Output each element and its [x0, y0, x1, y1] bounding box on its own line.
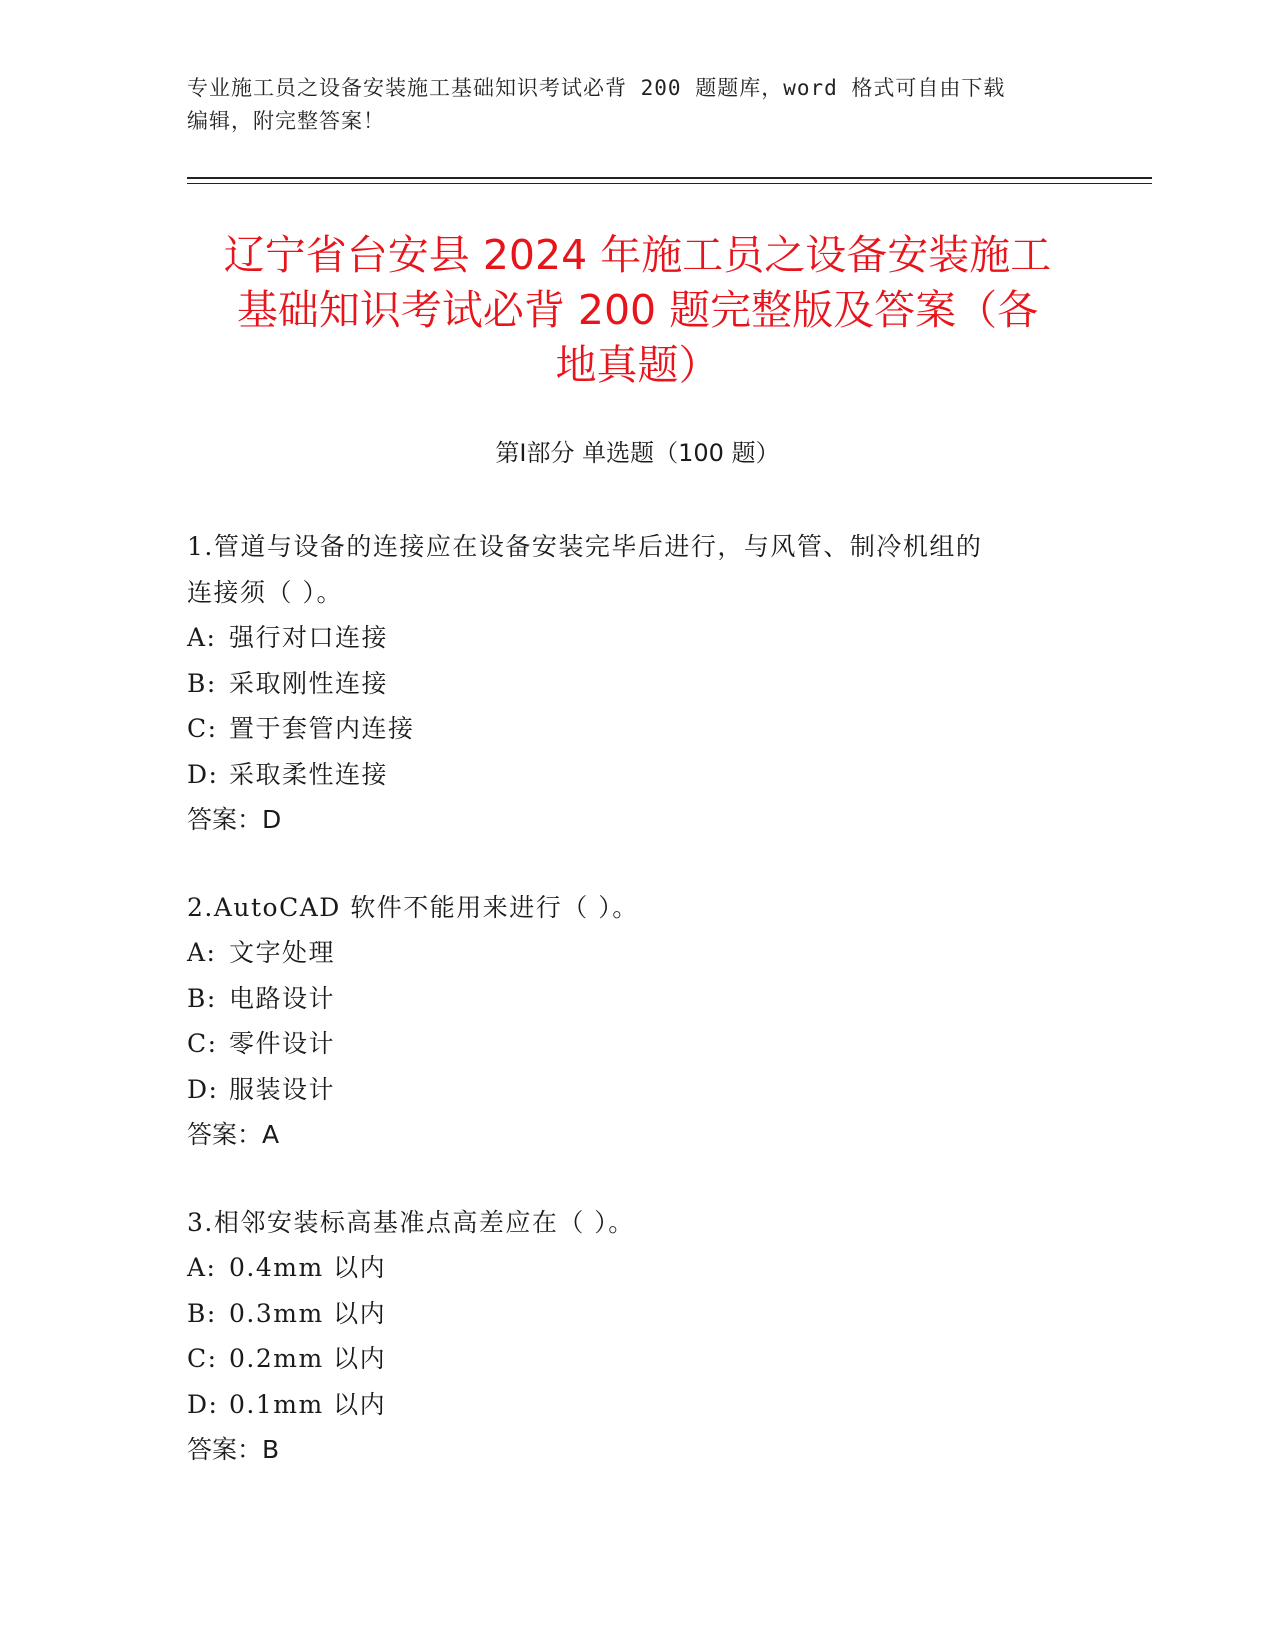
option-text: 文字处理 — [229, 938, 336, 967]
header-note-line-2: 编辑，附完整答案！ — [187, 109, 385, 133]
header-note — [187, 72, 1067, 138]
question-item-2 — [187, 885, 1087, 1158]
document-title — [170, 228, 1105, 393]
option-text: 0.2mm 以内 — [229, 1344, 387, 1373]
option-text: 服装设计 — [229, 1074, 336, 1104]
header-divider-thin — [187, 183, 1152, 184]
question-stem-line: 3.相邻安装标高基准点高差应在（ ）。 — [187, 1207, 635, 1237]
document-title-line-3: 地真题） — [555, 341, 720, 389]
option-text: 0.4mm 以内 — [229, 1253, 387, 1282]
question-stem-line: 连接须（ ）。 — [187, 577, 343, 607]
option-letter: B: — [187, 983, 217, 1013]
question-item-3 — [187, 1200, 1087, 1473]
document-title-line-1: 辽宁省台安县 2024 年施工员之设备安装施工 — [223, 231, 1052, 279]
section-heading: 第Ⅰ部分 单选题（100 题） — [495, 439, 780, 467]
question-option-d — [187, 752, 1087, 798]
option-letter: C: — [187, 1029, 218, 1058]
question-option-c — [187, 1336, 1087, 1382]
option-letter: C: — [187, 1344, 218, 1373]
option-letter: C: — [187, 714, 218, 743]
header-divider-thick — [187, 177, 1152, 179]
option-letter: D: — [187, 1389, 219, 1419]
question-option-a — [187, 1245, 1087, 1291]
option-letter: A: — [187, 623, 217, 652]
option-text: 零件设计 — [229, 1029, 336, 1058]
question-option-b — [187, 661, 1087, 707]
option-text: 0.1mm 以内 — [229, 1389, 387, 1419]
option-text: 强行对口连接 — [229, 623, 389, 652]
question-stem-line: 2.AutoCAD 软件不能用来进行（ ）。 — [187, 892, 639, 922]
question-list — [187, 524, 1087, 1515]
question-answer: 答案：D — [187, 805, 282, 834]
option-text: 采取柔性连接 — [229, 759, 389, 789]
question-stem-line: 1.管道与设备的连接应在设备安装完毕后进行，与风管、制冷机组的 — [187, 532, 983, 561]
option-text: 0.3mm 以内 — [229, 1298, 387, 1328]
option-letter: B: — [187, 1298, 217, 1328]
question-item-1 — [187, 524, 1087, 843]
question-option-c — [187, 1021, 1087, 1067]
question-option-b — [187, 976, 1087, 1022]
question-option-d — [187, 1067, 1087, 1113]
question-option-a — [187, 930, 1087, 976]
question-option-a — [187, 615, 1087, 661]
header-note-line-1: 专业施工员之设备安装施工基础知识考试必背 200 题题库，word 格式可自由下载 — [187, 76, 1006, 100]
question-option-d — [187, 1382, 1087, 1428]
option-letter: D: — [187, 1074, 219, 1104]
option-letter: A: — [187, 938, 217, 967]
option-text: 电路设计 — [229, 983, 336, 1013]
option-letter: D: — [187, 759, 219, 789]
question-answer: 答案：B — [187, 1435, 280, 1464]
option-text: 置于套管内连接 — [229, 714, 415, 743]
question-option-c — [187, 706, 1087, 752]
question-answer: 答案：A — [187, 1120, 280, 1149]
option-letter: B: — [187, 668, 217, 698]
question-option-b — [187, 1291, 1087, 1337]
option-text: 采取刚性连接 — [229, 668, 389, 698]
option-letter: A: — [187, 1253, 217, 1282]
document-title-line-2: 基础知识考试必背 200 题完整版及答案（各 — [236, 286, 1039, 334]
